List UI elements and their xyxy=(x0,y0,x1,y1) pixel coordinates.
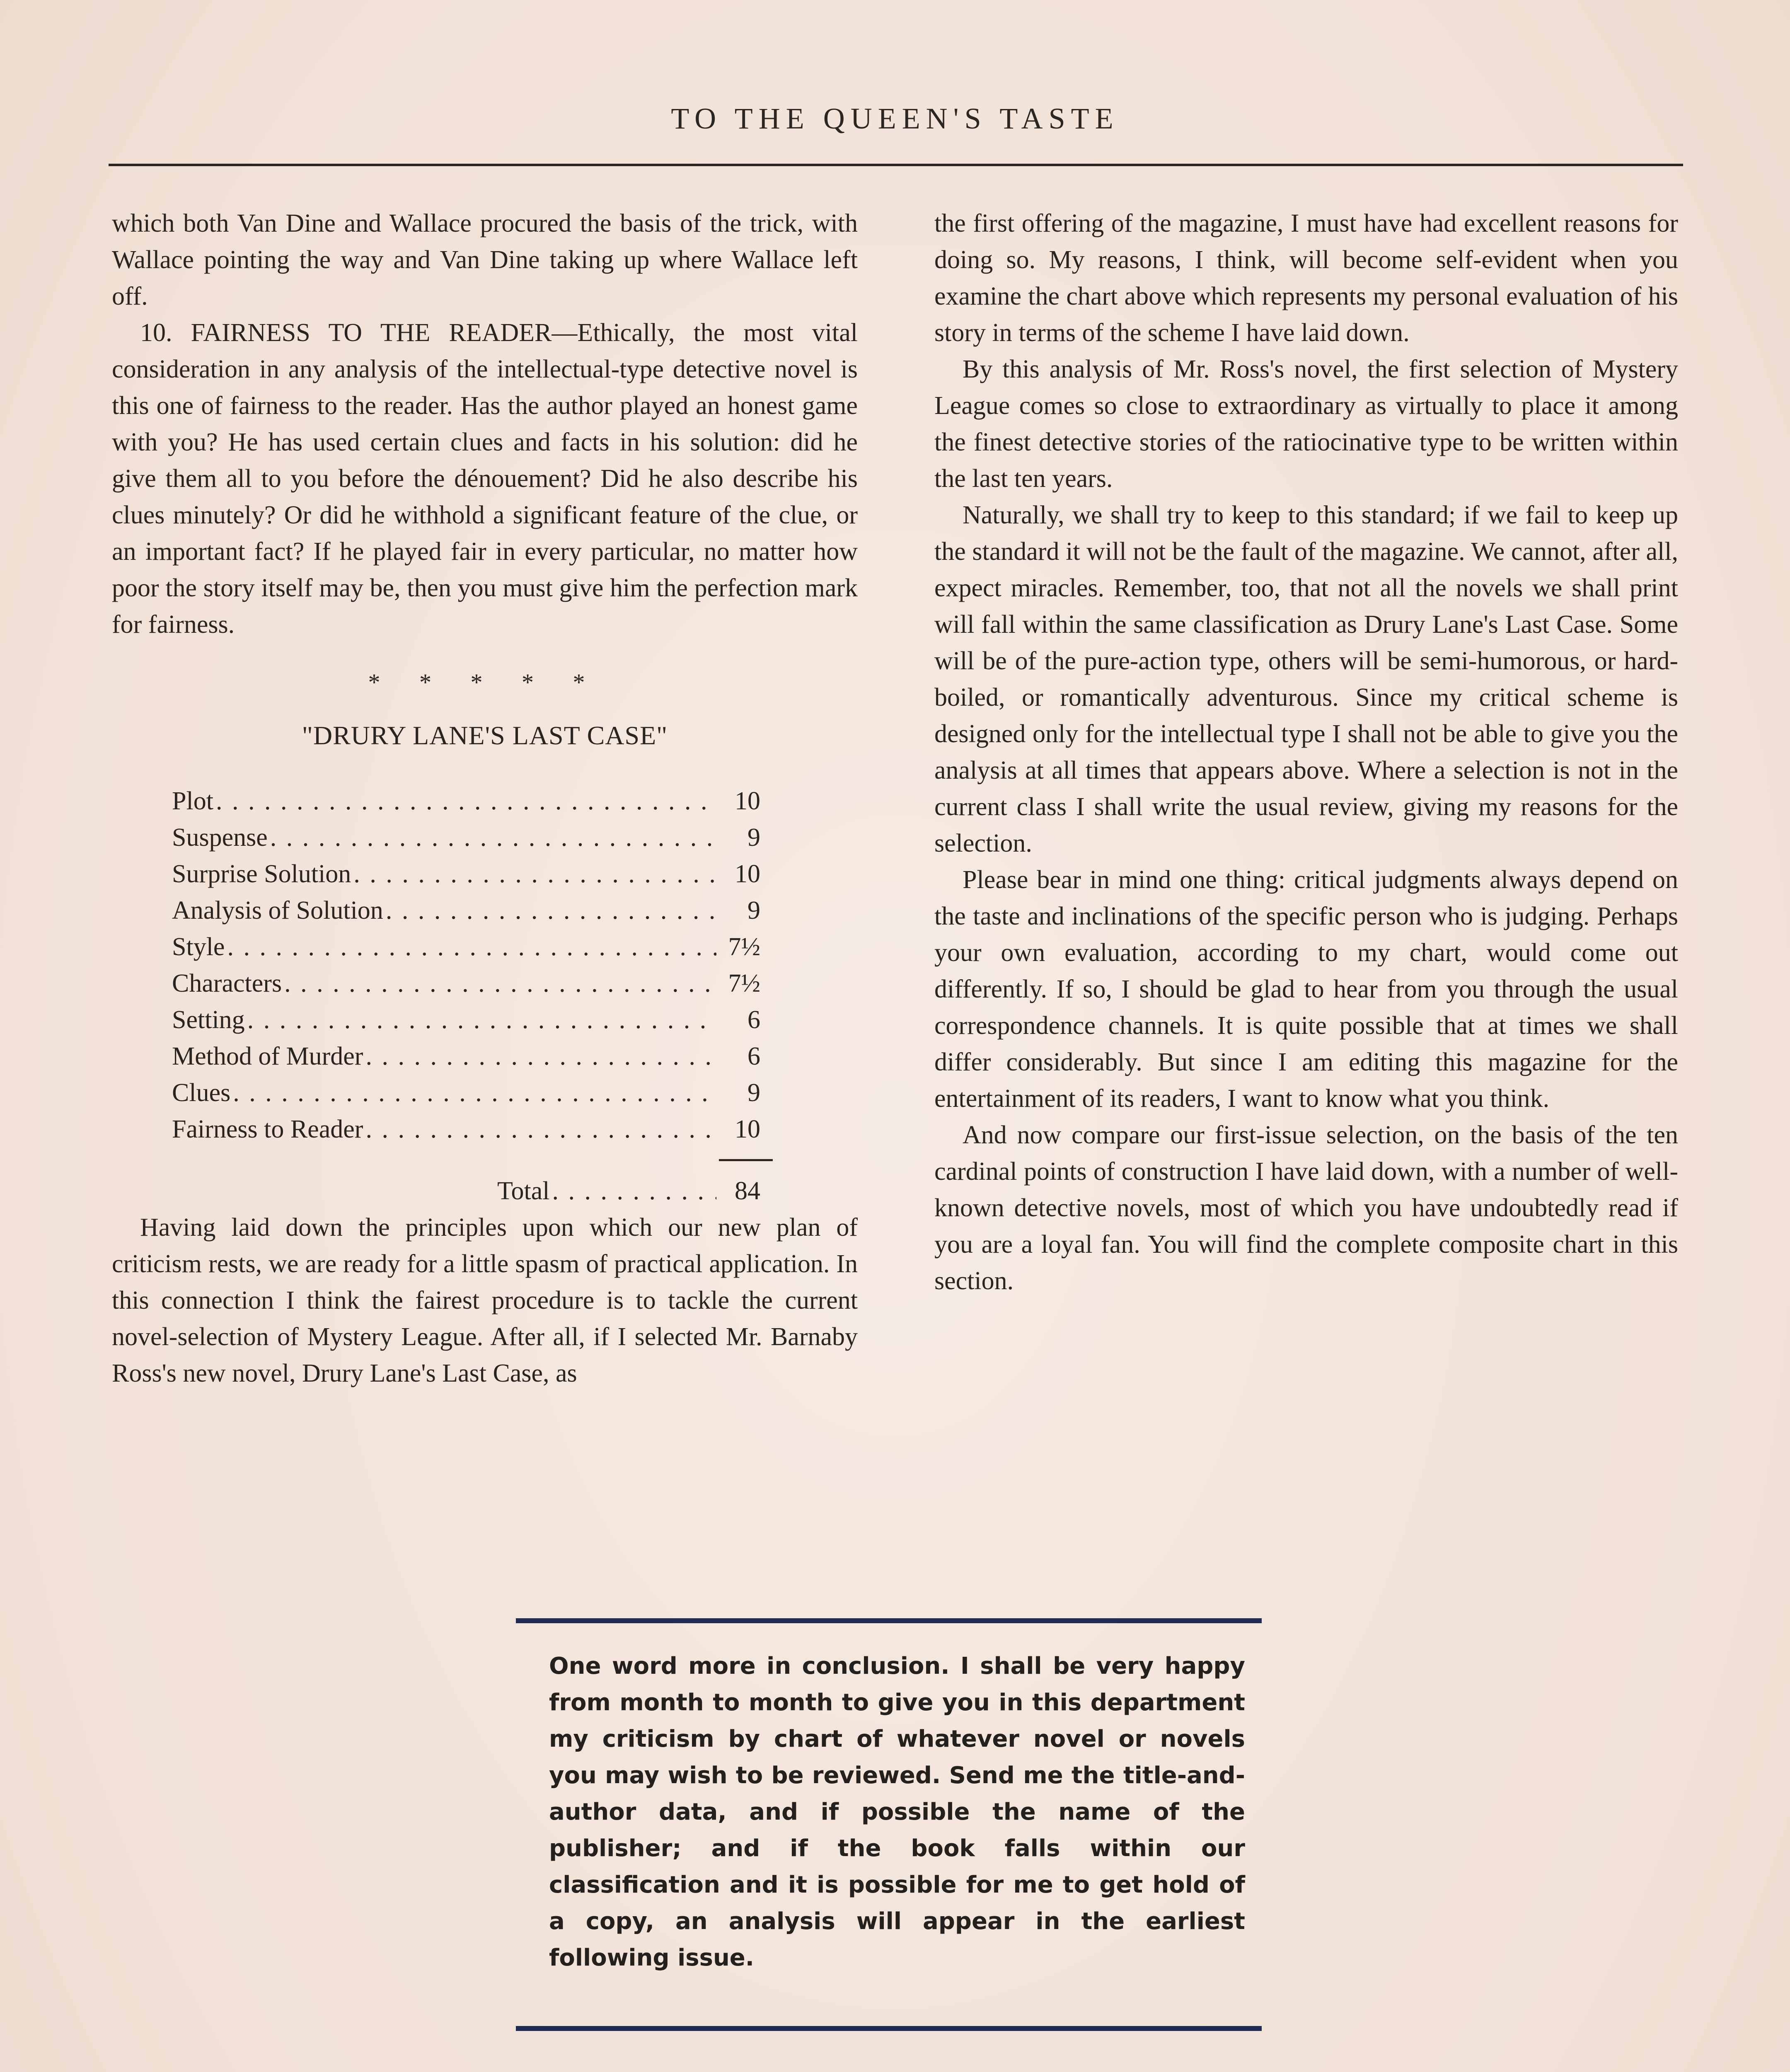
chart-row xyxy=(172,965,760,1002)
chart-title: "DRURY LANE'S LAST CASE" xyxy=(302,721,668,750)
chart-row-label: Plot xyxy=(172,787,213,815)
chart-row xyxy=(172,819,760,856)
leader-dots xyxy=(552,1173,716,1209)
chart-row-label: Surprise Solution xyxy=(172,860,351,888)
chart-row-label: Style xyxy=(172,933,225,961)
chart-row-label: Fairness to Reader xyxy=(172,1115,363,1143)
paragraph: the first offering of the magazine, I must have had excellent reasons for doing so. My reasons, I think, will become self-evident when you examine the chart above which represents my personal evaluation of his story in terms of the scheme I have laid down. xyxy=(934,209,1678,347)
leader-dots xyxy=(365,1111,716,1147)
paragraph: Naturally, we shall try to keep to this standard; if we fail to keep up the standard it will not be the fault of the magazine. We cannot, after all, expect miracles. Remember, too, that not all the novels we shall print will fall within the same classification as Drury Lane's Last Case. Some will be of the pure-action type, others will be semi-humorous, or hard-boiled, or romantically adventurous. Since my critical scheme is designed only for the intellectual type I shall not be able to give you the analysis at all times that appears above. Where a selection is not in the current class I shall write the usual review, giving my reasons for the selection. xyxy=(934,501,1678,857)
chart-row-value: 7½ xyxy=(728,969,760,997)
boxed-note xyxy=(516,1618,1262,2031)
chart-row-value: 6 xyxy=(747,1006,760,1034)
chart-row-value: 6 xyxy=(747,1042,760,1070)
rating-chart xyxy=(172,783,760,1209)
chart-row-value: 10 xyxy=(735,787,760,815)
leader-dots xyxy=(233,1075,716,1111)
chart-row-value: 9 xyxy=(747,1079,760,1107)
leader-dots xyxy=(247,1002,716,1038)
chart-row-label: Setting xyxy=(172,1006,245,1034)
paragraph: which both Van Dine and Wallace procured the basis of the trick, with Wallace pointing the way and Van Dine taking up where Wallace left off. xyxy=(112,209,858,310)
chart-row xyxy=(172,1111,760,1147)
boxed-note-text: One word more in conclusion. I shall be very happy from month to month to give you in this department my criticism by chart of whatever novel or novels you may wish to be reviewed. Send me the title-and-author data, and if possible the name of the publisher; and if the book falls within our classification and it is possible for me to get hold of a copy, an analysis will appear in the earliest following issue. xyxy=(549,1653,1245,1971)
leader-dots xyxy=(353,856,716,892)
section-break-stars: * * * * * xyxy=(368,669,602,696)
chart-row xyxy=(172,892,760,929)
header-rule xyxy=(109,164,1683,166)
leader-dots xyxy=(284,965,716,1002)
chart-row-value: 10 xyxy=(735,1115,760,1143)
box-bottom-rule xyxy=(516,2026,1262,2031)
chart-row-value: 9 xyxy=(747,823,760,852)
chart-row-value: 9 xyxy=(747,896,760,925)
paragraph: Having laid down the principles upon which our new plan of criticism rests, we are ready for a little spasm of practical application. In this connection I think the fairest procedure is to tackle the current novel-selection of Mystery League. After all, if I selected Mr. Barnaby Ross's new novel, Drury Lane's Last Case, as xyxy=(112,1213,858,1387)
left-column xyxy=(112,205,858,1392)
chart-total-value: 84 xyxy=(735,1177,760,1205)
chart-row xyxy=(172,1038,760,1075)
leader-dots xyxy=(270,819,716,856)
total-rule xyxy=(719,1159,773,1161)
chart-total-label: Total xyxy=(497,1177,550,1205)
chart-row-label: Suspense xyxy=(172,823,268,852)
chart-row-value: 10 xyxy=(735,860,760,888)
paragraph: Please bear in mind one thing: critical judgments always depend on the taste and inclinations of the specific person who is judging. Perhaps your own evaluation, according to my chart, would come out differently. If so, I should be glad to hear from you through the usual correspondence channels. It is quite possible that at times we shall differ considerably. But since I am editing this magazine for the entertainment of its readers, I want to know what you think. xyxy=(934,866,1678,1113)
chart-row-label: Analysis of Solution xyxy=(172,896,383,925)
chart-total-row xyxy=(497,1173,760,1209)
chart-row xyxy=(172,783,760,819)
paragraph: 10. FAIRNESS TO THE READER—Ethically, the most vital consideration in any analysis of the intellectual-type detective novel is this one of fairness to the reader. Has the author played an honest game with you? He has used certain clues and facts in his solution: did he give them all to you before the dénouement? Did he also describe his clues minutely? Or did he withhold a significant feature of the clue, or an important fact? If he played fair in every particular, no matter how poor the story itself may be, then you must give him the perfection mark for fairness. xyxy=(112,319,858,639)
leader-dots xyxy=(227,929,716,965)
leader-dots xyxy=(386,892,716,929)
chart-row xyxy=(172,1002,760,1038)
chart-row xyxy=(172,1075,760,1111)
leader-dots xyxy=(365,1038,716,1075)
running-head: TO THE QUEEN'S TASTE xyxy=(671,102,1119,135)
chart-row-label: Method of Murder xyxy=(172,1042,363,1070)
chart-row xyxy=(172,856,760,892)
paragraph: And now compare our first-issue selection, on the basis of the ten cardinal points of construction I have laid down, with a number of well-known detective novels, most of which you have undoubtedly read if you are a loyal fan. You will find the complete composite chart in this section. xyxy=(934,1121,1678,1295)
chart-row-value: 7½ xyxy=(728,933,760,961)
right-column xyxy=(934,205,1678,1299)
chart-row xyxy=(172,929,760,965)
paragraph: By this analysis of Mr. Ross's novel, the first selection of Mystery League comes so close to extraordinary as virtually to place it among the finest detective stories of the ratiocinative type to be written within the last ten years. xyxy=(934,355,1678,493)
leader-dots xyxy=(216,783,716,819)
chart-row-label: Clues xyxy=(172,1079,231,1107)
box-top-rule xyxy=(516,1618,1262,1623)
chart-row-label: Characters xyxy=(172,969,282,997)
